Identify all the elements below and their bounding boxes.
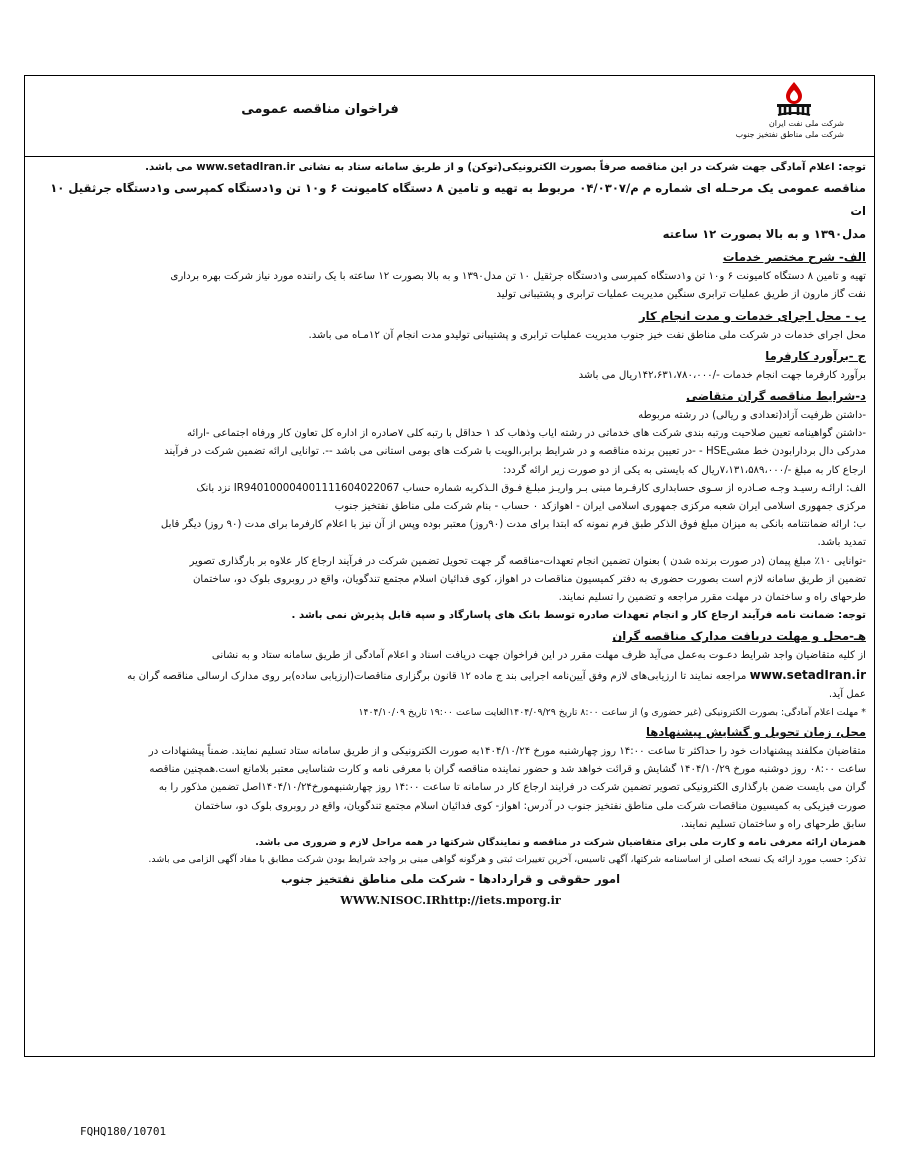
- section-d-line: -داشتن ظرفیت آزاد(تعدادی و ریالی) در رشته مربوطه: [638, 410, 866, 422]
- section-d-line: الف: ارائـه رسیـد وجـه صـادره از سـوی حسابداری کارفـرما مبنی بـر واریـز مبلـغ فـوق الـذکربه شماره حساب IR940100004001111604022067 نزد بانک: [196, 482, 866, 494]
- logo: [734, 80, 854, 152]
- section-f-title: محل، زمان تحویل و گشایش پیشنهادها: [645, 725, 866, 740]
- intro-line-1: مناقصه عمومی یک مرحـله ای شماره م م/۰۴/۰۳۰۷ مربوط به تهیه و تامین ۸ دستگاه کامیونت ۶ و۱۰ تن و۱دستگاه کمپرسی و۱دستگاه جرثقیل ۱۰ ات: [50, 181, 866, 219]
- section-e-line: عمل آید.: [828, 688, 866, 700]
- document-frame: [24, 75, 875, 1057]
- section-c-line: برآورد کارفرما جهت انجام خدمات -/۱۴۲،۶۳۱،۷۸۰،۰۰۰ریال می باشد: [578, 369, 866, 381]
- company-name-2: شرکت ملی مناطق نفتخیز جنوب: [735, 130, 844, 139]
- section-a-line: تهیه و تامین ۸ دستگاه کامیونت ۶ و۱۰ تن و۱دستگاه کمپرسی و۱دستگاه جرثقیل ۱۰ تن مدل۱۳۹۰ و به بالا بصورت ۱۲ ساعته با یک راننده مورد نیاز شرکت بهره برداری: [170, 271, 866, 283]
- website-link[interactable]: WWW.NISOC.IRhttp://iets.mporg.ir: [340, 893, 561, 908]
- section-d-line: مرکزی جمهوری اسلامی ایران شعبه مرکزی جمهوری اسلامی ایران - اهوازکد ۰ حساب - بنام شرکت ملی مناطق نفتخیز جنوب: [334, 501, 866, 513]
- document-code: FQHQ180/10701: [80, 1125, 167, 1138]
- section-d-line: طرحهای راه و ساختمان در مهلت مقرر مراجعه و تضمین را تسلیم نمایند.: [558, 592, 866, 604]
- section-d-line: -توانایی ۱۰٪ مبلغ پیمان (در صورت برنده شدن ) بعنوان تضمین انجام تعهدات-مناقصه گر جهت تحویل تضمین شرکت در فرآیند ارجاع کار علاوه بر بارگذاری تصویر: [189, 555, 866, 567]
- section-c-title: ج -برآورد کارفرما: [765, 348, 866, 363]
- section-f-line: صورت فیزیکی به کمیسیون مناقصات شرکت ملی مناطق نفتخیز جنوب در آدرس: اهواز- کوی فدائیان اسلام مجتمع تندگویان، واقع در روبروی بلوک دو، ساختمان: [194, 800, 866, 812]
- section-a-line: نفت گاز مارون از طریق عملیات ترابری سنگین مدیریت عملیات ترابری و پشتیبانی تولید: [496, 289, 866, 301]
- intro-line-2: مدل۱۳۹۰ و به بالا بصورت ۱۲ ساعته: [662, 227, 866, 242]
- nioc-logo-icon: [772, 80, 816, 118]
- section-e-title: هـ-محل و مهلت دریافت مدارک مناقصه گران: [612, 629, 866, 644]
- section-f-line: سابق طرحهای راه و ساختمان تسلیم نمایند.: [680, 818, 866, 830]
- section-d-title: د-شرایط مناقصه گران متقاضی: [686, 389, 866, 404]
- bank-note: توجه: ضمانت نامه فرآیند ارجاع کار و انجام تعهدات صادره توسط بانک های پاسارگاد و سپه قابل پذیرش نمی باشد .: [291, 610, 866, 622]
- section-e-line: www.setadIran.ir مراجعه نمایند تا ارزیابی‌های لازم وفق آیین‌نامه اجرایی بند ج ماده ۱۲ قانون برگزاری مناقصات(ارزیابی ساده)بر روی مدارک ارسالی مناقصه گران به: [127, 667, 866, 682]
- notice-line: توجه: اعلام آمادگی جهت شرکت در این مناقصه صرفاً بصورت الکترونیکی(توکن) و از طریق سامانه ستاد به نشانی www.setadIran.ir می باشد.: [145, 162, 866, 173]
- section-f-line: گران می بایست ضمن بارگذاری الکترونیکی تصویر تضمین شرکت در فرایند ارجاع کار در سامانه تا ساعت ۱۴:۰۰ روز چهارشنبهمورخ۱۴۰۴/۱۰/۲۴اصل تضمین مذکور را به: [158, 782, 866, 794]
- section-f-line: متقاضیان مکلفند پیشنهادات خود را حداکثر تا ساعت ۱۴:۰۰ روز چهارشنبه مورخ ۱۴۰۴/۱۰/۲۴به صورت الکترونیکی و از طریق سامانه ستاد تسلیم نمایند. ضمناً پیشنهادات در: [148, 746, 866, 758]
- document-body: [35, 159, 866, 910]
- section-b-line: محل اجرای خدمات در شرکت ملی مناطق نفت خیز جنوب مدیریت عملیات ترابری و پشتیبانی تولیدو مدت انجام آن ۱۲مـاه می باشد.: [308, 329, 866, 341]
- header: [25, 76, 874, 157]
- signature: امور حقوقی و قراردادها - شرکت ملی مناطق نفتخیز جنوب: [280, 872, 621, 887]
- section-a-title: الف- شرح مختصر خدمات: [722, 250, 866, 265]
- id-note: همزمان ارائه معرفی نامه و کارت ملی برای متقاضیان شرکت در مناقصه و نمایندگان شرکتها در همه مراحل لازم و ضروری می باشد.: [255, 837, 866, 849]
- section-d-line: مدرکی دال بردارابودن خط مشیHSE - -در تعیین برنده مناقصه و در شرایط برابر،الویت با شرکت های بومی استانی می باشد --. توانایی ارائه تضمین شرکت در فرآیند: [164, 446, 866, 458]
- section-d-line: تضمین از طریق سامانه لازم است بصورت حضوری به دفتر کمیسیون مناقصات در اهواز، کوی فدائیان اسلام مجتمع تندگویان، واقع در روبروی بلوک دو، ساختمان: [192, 573, 866, 585]
- setad-link[interactable]: www.setadIran.ir: [749, 667, 866, 682]
- section-d-line: ارجاع کار به مبلغ -/۷،۱۳۱،۵۸۹،۰۰۰ریال که بایستی به یکی از دو صورت زیر ارائه گردد:: [503, 464, 866, 476]
- company-name-1: شرکت ملی نفت ایران: [768, 119, 844, 128]
- section-f-line: ساعت ۰۸:۰۰ روز دوشنبه مورخ ۱۴۰۴/۱۰/۲۹ گشایش و قرائت خواهد شد و حضور نماینده مناقصه گران با معرفی نامه و کارت شناسایی معتبر بلامانع است.همچنین مناقصه: [149, 764, 866, 776]
- reminder-note: تذکر: حسب مورد ارائه یک نسخه اصلی از اساسنامه شرکتها، آگهی تاسیس، آخرین تغییرات ثبتی و هرگونه گواهی مبنی بر واجد شرایط بودن شرکت مطابق با مفاد آگهی الزامی می باشد.: [148, 854, 866, 866]
- deadline-line: * مهلت اعلام آمادگی: بصورت الکترونیکی (غیر حضوری و) از ساعت ۸:۰۰ تاریخ ۱۴۰۴/۰۹/۲۹الغایت ساعت ۱۹:۰۰ تاریخ ۱۴۰۴/۱۰/۰۹: [358, 707, 866, 719]
- section-d-line: ب: ارائه ضمانتنامه بانکی به میزان مبلغ فوق الذکر طبق فرم نمونه که ابتدا برای مدت (۹۰روز) معتبر بوده وپس از آن نیز با اعلام کارفرما برای مدت (۹۰ روز) دیگر قابل: [160, 519, 866, 531]
- section-d-line: تمدید باشد.: [817, 537, 866, 549]
- section-d-line: -داشتن گواهینامه تعیین صلاحیت ورتبه بندی شرکت های خدماتی در رشته ایاب وذهاب کد ۱ حداقل با رتبه کلی ۷صادره از اداره کل تعاون کار ورفاه اجتماعی -ارائه: [187, 428, 866, 440]
- page-title: فراخوان مناقصه عمومی: [241, 102, 399, 117]
- section-e-line: از کلیه متقاضیان واجد شرایط دعـوت به‌عمل می‌آید ظرف مهلت مقرر در این فراخوان جهت دریافت اسناد و اعلام آمادگی از طریق سامانه ستاد و به نشانی: [211, 650, 866, 662]
- section-b-title: ب - محل اجرای خدمات و مدت انجام کار: [638, 308, 866, 323]
